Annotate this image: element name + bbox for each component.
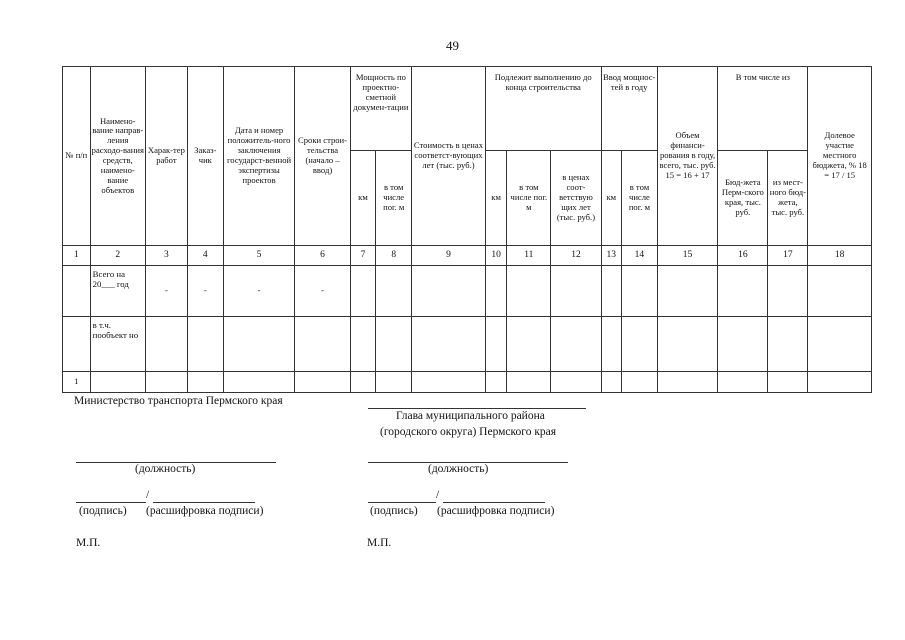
col-number: 1 <box>63 246 91 266</box>
col-number: 11 <box>507 246 551 266</box>
header-local-budget: из мест-ного бюд-жета, тыс. руб. <box>768 151 808 246</box>
decode-label-right: (расшифровка подписи) <box>437 505 555 517</box>
table-cell <box>808 372 872 393</box>
investment-table <box>62 66 872 393</box>
table-cell <box>145 372 187 393</box>
col-number: 5 <box>223 246 295 266</box>
position-label-left: (должность) <box>135 463 196 475</box>
header-to-complete: Подлежит выполнению до конца строительства <box>485 67 601 151</box>
table-cell <box>768 266 808 317</box>
col-number: 4 <box>187 246 223 266</box>
table-cell <box>551 266 601 317</box>
decode-line-left <box>153 502 255 503</box>
table-cell <box>551 372 601 393</box>
slash-right: / <box>436 489 440 501</box>
header-regional-budget: Бюд-жета Перм-ского края, тыс. руб. <box>718 151 768 246</box>
table-cell <box>718 372 768 393</box>
table-cell <box>622 266 658 317</box>
head-label-1: Глава муниципального района <box>396 410 545 422</box>
table-cell <box>63 266 91 317</box>
signature-line-right <box>368 502 436 503</box>
table-cell <box>485 372 507 393</box>
header-expertise: Дата и номер положитель-ного заключения государст-венной экспертизы проектов <box>223 67 295 246</box>
col-number: 2 <box>90 246 145 266</box>
table-cell <box>507 266 551 317</box>
sign-label-right: (подпись) <box>370 505 418 517</box>
col-number: 6 <box>295 246 350 266</box>
decode-label-left: (расшифровка подписи) <box>146 505 264 517</box>
table-cell <box>622 372 658 393</box>
table-cell: Всего на 20___ год <box>90 266 145 317</box>
table-cell <box>295 372 350 393</box>
table-cell <box>187 317 223 372</box>
header-commission-km: км <box>601 151 621 246</box>
header-capacity-m: в том числе пог. м <box>376 151 412 246</box>
table-cell <box>601 266 621 317</box>
table-cell <box>808 266 872 317</box>
table-cell <box>376 317 412 372</box>
table-cell <box>376 266 412 317</box>
stamp-right: М.П. <box>367 537 392 549</box>
table-cell <box>350 317 376 372</box>
table-cell <box>551 317 601 372</box>
table-cell <box>376 372 412 393</box>
header-local-share: Долевое участие местного бюджета, % 18 = 17 / 15 <box>808 67 872 246</box>
table-cell <box>718 317 768 372</box>
header-work-type: Харак-тер работ <box>145 67 187 246</box>
col-number: 3 <box>145 246 187 266</box>
position-label-right: (должность) <box>428 463 489 475</box>
col-number: 15 <box>657 246 717 266</box>
header-capacity: Мощность по проектно-сметной докумен-тации <box>350 67 411 151</box>
header-complete-km: км <box>485 151 507 246</box>
table-cell <box>768 372 808 393</box>
header-name: Наимено-вание направ-ления расходо-вания средств, наимено-вание объектов <box>90 67 145 246</box>
table-cell <box>350 266 376 317</box>
table-cell <box>601 372 621 393</box>
header-cost: Стоимость в ценах соответст-вующих лет (тыс. руб.) <box>412 67 486 246</box>
table-cell: - <box>223 266 295 317</box>
table-cell <box>657 266 717 317</box>
table-cell <box>485 317 507 372</box>
head-signature-line <box>368 408 586 409</box>
col-number: 7 <box>350 246 376 266</box>
table-cell <box>622 317 658 372</box>
header-capacity-km: км <box>350 151 376 246</box>
decode-line-right <box>443 502 545 503</box>
col-number: 16 <box>718 246 768 266</box>
col-number: 17 <box>768 246 808 266</box>
table-cell <box>485 266 507 317</box>
ministry-label: Министерство транспорта Пермского края <box>74 395 283 407</box>
header-including: В том числе из <box>718 67 808 151</box>
table-cell <box>601 317 621 372</box>
col-number: 10 <box>485 246 507 266</box>
page-number: 49 <box>446 38 459 53</box>
header-customer: Заказ-чик <box>187 67 223 246</box>
col-number: 18 <box>808 246 872 266</box>
sign-label-left: (подпись) <box>79 505 127 517</box>
header-num: № п/п <box>63 67 91 246</box>
col-number: 9 <box>412 246 486 266</box>
head-label-2: (городского округа) Пермского края <box>380 426 557 438</box>
table-cell <box>412 317 486 372</box>
col-number: 12 <box>551 246 601 266</box>
table-cell <box>350 372 376 393</box>
table-cell <box>718 266 768 317</box>
table-cell <box>90 372 145 393</box>
table-cell <box>507 317 551 372</box>
header-financing: Объем финанси-рования в году, всего, тыс. руб. 15 = 16 + 17 <box>657 67 717 246</box>
col-number: 14 <box>622 246 658 266</box>
table-cell <box>63 317 91 372</box>
table-cell: 1 <box>63 372 91 393</box>
table-cell <box>187 372 223 393</box>
header-complete-m: в том числе пог. м <box>507 151 551 246</box>
table-cell <box>145 317 187 372</box>
table-cell <box>295 317 350 372</box>
table-cell <box>657 372 717 393</box>
table-cell <box>223 317 295 372</box>
table-cell <box>223 372 295 393</box>
table-cell <box>507 372 551 393</box>
table-row <box>63 372 872 393</box>
header-commission-m: в том числе пог. м <box>622 151 658 246</box>
table-cell <box>412 372 486 393</box>
table-cell: - <box>187 266 223 317</box>
table-row <box>63 266 872 317</box>
header-complete-cost: в ценах соот-ветствую щих лет (тыс. руб.) <box>551 151 601 246</box>
table-cell <box>808 317 872 372</box>
slash-left: / <box>146 489 150 501</box>
table-cell <box>412 266 486 317</box>
signature-line-left <box>76 502 146 503</box>
header-commissioning: Ввод мощнос-тей в году <box>601 67 657 151</box>
table-cell: - <box>145 266 187 317</box>
col-number: 13 <box>601 246 621 266</box>
table-cell: - <box>295 266 350 317</box>
table-cell <box>657 317 717 372</box>
table-cell <box>768 317 808 372</box>
table-row <box>63 317 872 372</box>
stamp-left: М.П. <box>76 537 101 549</box>
header-terms: Сроки строи-тельства (начало – ввод) <box>295 67 350 246</box>
table-cell: в т.ч. пообъект но <box>90 317 145 372</box>
col-number: 8 <box>376 246 412 266</box>
